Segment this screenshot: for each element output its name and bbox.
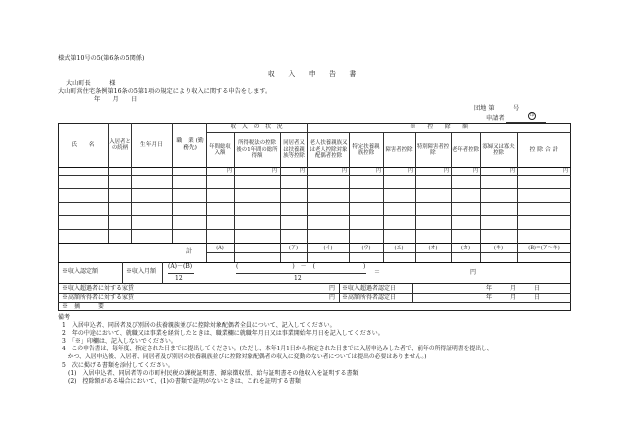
header-annual-income: 年間総収入額 (209, 143, 231, 156)
header-dependents: 同居者又は扶養親族等控除 (283, 140, 305, 160)
row-line (58, 202, 571, 203)
header-widow: 寡婦又は寡夫控除 (482, 143, 515, 156)
yen-unit: 円 (510, 168, 516, 174)
remarks-label: ※ 摘 要 (62, 303, 105, 310)
col-line (122, 262, 123, 284)
col-letter-a: (A) (216, 244, 224, 251)
header-name: 氏 名 (71, 141, 95, 148)
col-letter-b: (B)＝(ア〜キ) (528, 244, 560, 251)
col-line (412, 284, 413, 302)
recognized-yen: 円 (470, 269, 477, 276)
yen-unit: 円 (563, 168, 569, 174)
addressee: 大山町長 様 (66, 80, 116, 87)
note-5-1: (1) 入居申込者、同居者等の市町村民税の課税証明書、源泉徴収票、給与証明書その他収入を証明する書類 (68, 370, 359, 377)
rent-high-date-label: ※高額所得者認定日 (342, 294, 397, 301)
col-letter-e: (エ) (394, 244, 404, 251)
yen-unit: 円 (272, 168, 278, 174)
header-disability: 障害者控除 (385, 146, 413, 153)
row-line (58, 188, 571, 189)
intro-text: 大山町営住宅条例第16条の5第1項の規定により収入に関する申告をします。 (58, 88, 272, 95)
col-letter-ki: (キ) (494, 244, 503, 251)
note-1: 1 入居申込者、同居者及び別居の扶養親族並びに控除対象配偶者全員について、記入してください。 (62, 322, 336, 329)
col-letter-ka: (カ) (461, 244, 470, 251)
rent-high-yen: 円 (329, 294, 336, 301)
header-total-deduction: 控 除 合 計 (529, 146, 559, 153)
header-relation: 入居者との続柄 (109, 138, 131, 151)
yen-unit: 円 (473, 168, 479, 174)
row-line (58, 175, 571, 176)
col-line (307, 123, 308, 262)
form-number: 様式第10号の5(第6条の5関係) (58, 55, 145, 62)
col-line (234, 132, 235, 262)
header-elderly-dependents: 老人扶養親族又は老人控除対象配偶者控除 (309, 140, 348, 160)
formula-numerator: (A)－(B) (168, 263, 193, 270)
header-deduction-group: ※ 控 除 額 (410, 124, 468, 131)
col-line (206, 123, 207, 262)
calc-divisor: 12 (294, 275, 302, 282)
yen-unit: 円 (342, 168, 348, 174)
col-line (172, 123, 173, 243)
note-4: 4 この申告書は、毎年度、指定された日までに提出してください。(ただし、本年1月1日から指定された日までに入居申込みした者で、前年の所得証明書を提出し、 (62, 346, 493, 352)
header-birth: 生年月日 (139, 141, 164, 148)
note-3: 3 「※」印欄は、記入しないでください。 (62, 338, 177, 345)
date-line: 年 月 日 (94, 96, 138, 103)
yen-unit: 円 (300, 168, 306, 174)
yen-unit: 円 (376, 168, 382, 174)
notes-title: 備考 (58, 314, 71, 321)
note-4-cont: かつ、入居申込後、入居者、同居者及び別居の扶養親族並びに控除対象配偶者の収入に変動のない者については提出の必要はありません。) (62, 354, 427, 360)
rent-high-date: 年 月 日 (486, 294, 541, 301)
calc-numerator: ( ) － ( ) (236, 263, 366, 270)
yen-unit: 円 (227, 168, 233, 174)
header-income-amount: 所得税法の控除後の1年間の総所得額 (236, 140, 278, 160)
header-income-group: 収 入 の 状 況 (230, 124, 283, 131)
rent-excess-yen: 円 (329, 285, 336, 292)
col-line (162, 262, 163, 284)
housing-number: 団地 第 号 (474, 105, 520, 112)
rent-high-label: ※高額所得者に対する家賃 (62, 294, 135, 301)
total-label: 計 (186, 248, 193, 255)
fraction-line (236, 273, 366, 274)
col-letter-o: (オ) (428, 244, 438, 251)
row-line (58, 215, 571, 216)
form-title: 収 入 申 告 書 (268, 70, 357, 78)
header-specific-dependents: 特定扶養親族控除 (352, 143, 380, 156)
col-letter-u: (ウ) (361, 244, 371, 251)
yen-unit: 円 (444, 168, 450, 174)
fraction-line (168, 273, 194, 274)
header-bottom-line (58, 167, 571, 168)
header-special-disability: 特別障害者控除 (416, 143, 450, 156)
row-line (58, 302, 571, 303)
equals-sign: ＝ (374, 269, 381, 276)
rent-excess-date-label: ※収入超過者認定日 (342, 285, 397, 292)
col-line (339, 284, 340, 302)
note-5-2: (2) 控除額がある場合において、(1)の書類で証明がないときは、これを証明する書類 (68, 378, 301, 385)
header-occupation: 職 業 (勤務先) (176, 138, 204, 151)
rent-excess-date: 年 月 日 (486, 285, 541, 292)
row-line (58, 229, 571, 230)
yen-unit: 円 (408, 168, 414, 174)
col-letter-i: (イ) (323, 244, 333, 251)
monthly-label: ※収入月額 (126, 268, 157, 275)
header-elderly: 老年者控除 (452, 146, 479, 153)
rent-excess-label: ※収入超過者に対する家賃 (62, 285, 135, 292)
seal-mark: 印 (528, 112, 536, 120)
col-letter-a2: (ア) (289, 244, 298, 251)
formula-divisor: 12 (175, 275, 183, 282)
applicant-label: 申請者 (486, 115, 505, 122)
note-5: 5 次に掲げる書類を添付してください。 (62, 362, 174, 369)
recognized-label: ※収入認定額 (62, 268, 99, 275)
note-2: 2 年の中途において、就職又は事業を経営したときは、職業欄に就職年月日又は事業開始年月日を記入してください。 (62, 330, 384, 337)
